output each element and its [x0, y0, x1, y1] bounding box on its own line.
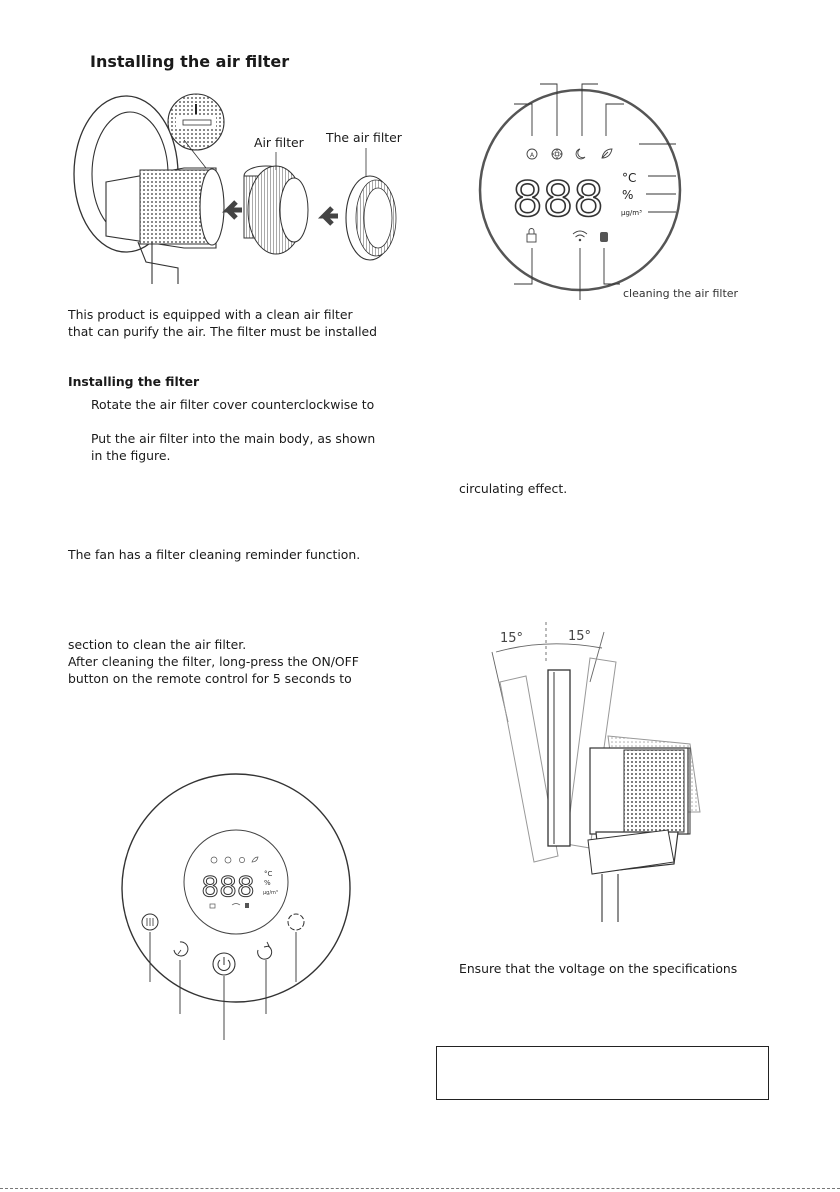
- svg-text:A: A: [529, 152, 535, 159]
- cleaning-line-1: section to clean the air filter.: [68, 637, 247, 652]
- wifi-icon: [573, 231, 587, 241]
- tilt-angle-figure: [478, 612, 728, 922]
- celsius-unit: °C: [622, 171, 637, 185]
- intro-line-1: This product is equipped with a clean air filter: [68, 307, 353, 322]
- svg-text:°C: °C: [264, 870, 273, 878]
- percent-unit: %: [622, 188, 634, 202]
- intro-line-2: that can purify the air. The filter must be installed: [68, 324, 378, 339]
- voltage-text: Ensure that the voltage on the specifications: [459, 961, 738, 976]
- svg-text:%: %: [264, 879, 271, 887]
- circulating-text: circulating effect.: [459, 481, 568, 496]
- eco-leaf-icon: [602, 149, 612, 158]
- power-button: [213, 953, 235, 975]
- note-box: [436, 1046, 769, 1100]
- install-step-2-line-1: Put the air filter into the main body, as shown: [91, 431, 376, 446]
- display-panel-diagram: [470, 78, 690, 300]
- reminder-text: The fan has a filter cleaning reminder function.: [68, 547, 361, 562]
- callout-cleaning-filter: cleaning the air filter: [623, 287, 739, 300]
- install-step-2-line-2: in the figure.: [91, 448, 171, 463]
- child-lock-icon: [527, 234, 536, 242]
- angle-right-label: 15°: [568, 629, 592, 644]
- filter-install-figure: [66, 92, 416, 284]
- cleaning-line-3: button on the remote control for 5 seconds to: [68, 671, 352, 686]
- cleaning-line-2: After cleaning the filter, long-press the ON/OFF: [68, 654, 359, 669]
- panel-digits: 888: [201, 870, 255, 903]
- page-title: Installing the air filter: [90, 52, 290, 71]
- install-step-1: Rotate the air filter cover counterclockwise to: [91, 397, 375, 412]
- mode-button: [288, 914, 304, 930]
- label-air-filter: Air filter: [254, 135, 304, 150]
- speed-button: [142, 914, 158, 930]
- control-panel-diagram: [118, 770, 354, 1040]
- angle-left-label: 15°: [500, 631, 524, 646]
- page-bottom-rule: [0, 1188, 840, 1189]
- svg-text:µg/m³: µg/m³: [263, 890, 278, 896]
- display-digits: 888: [512, 172, 604, 228]
- fan-icon: [552, 149, 562, 159]
- timer-button: [174, 942, 188, 956]
- install-steps-title: Installing the filter: [68, 374, 200, 389]
- density-unit: µg/m³: [621, 209, 642, 217]
- oscillation-button: [258, 942, 272, 959]
- filter-clean-icon: [600, 232, 608, 242]
- sleep-icon: [576, 149, 585, 159]
- label-air-filter-cover: The air filter: [326, 130, 402, 145]
